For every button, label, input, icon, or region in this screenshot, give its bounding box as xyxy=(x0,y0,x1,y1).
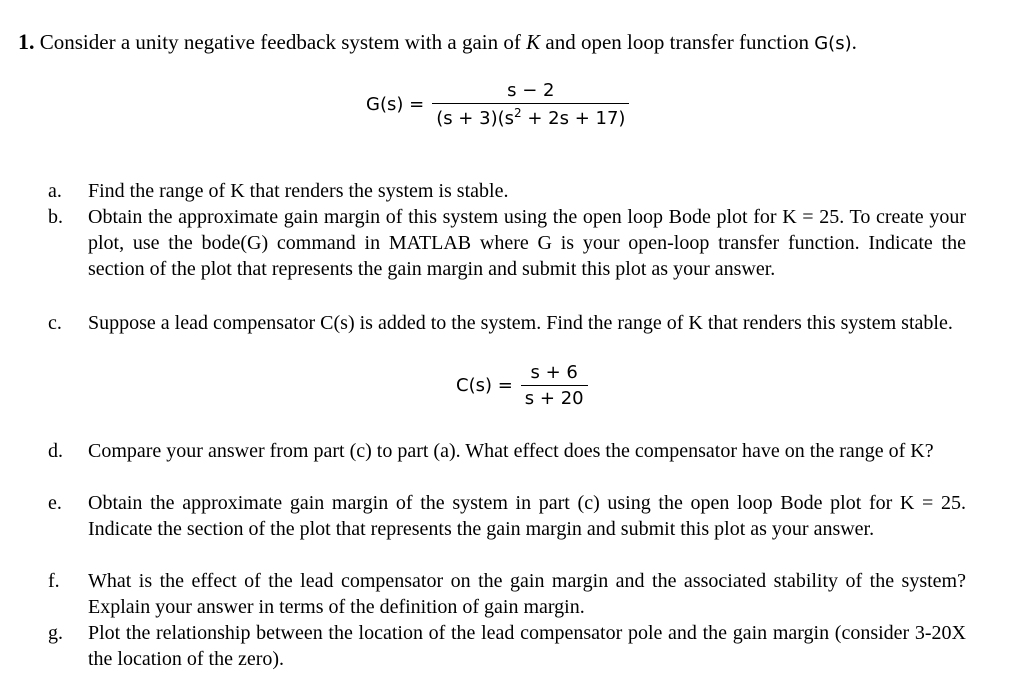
equation-G-den-part2: + 2s + 17) xyxy=(521,108,626,129)
statement-G-of-s: G(s) xyxy=(814,33,852,54)
question-b xyxy=(48,204,966,282)
question-text: What is the effect of the lead compensator on the gain margin and the associated stability of the system? Explain your answer in terms of the definition of gain margin. xyxy=(88,570,966,618)
equation-C-numerator: s + 6 xyxy=(530,362,578,383)
equation-G-den-part1: (s + 3)(s xyxy=(436,108,514,129)
question-text: Obtain the approximate gain margin of the system in part (c) using the open loop Bode plot for K = 25. Indicate the section of the plot that represents the gain margin and submit this plot as your answer. xyxy=(88,492,966,540)
equation-G-lhs: G(s) = xyxy=(366,94,425,115)
question-a xyxy=(48,178,966,204)
question-label: g. xyxy=(48,622,63,644)
equation-C-lhs: C(s) = xyxy=(456,375,513,396)
question-c xyxy=(48,310,966,336)
question-label: a. xyxy=(48,180,62,202)
statement-K: K xyxy=(526,30,541,54)
equation-C-denominator: s + 20 xyxy=(521,385,588,409)
question-e xyxy=(48,490,966,542)
question-text: Find the range of K that renders the system is stable. xyxy=(88,180,509,202)
statement-period: . xyxy=(851,30,857,54)
question-label: b. xyxy=(48,206,63,228)
question-label: e. xyxy=(48,492,62,514)
question-text: Compare your answer from part (c) to part (a). What effect does the compensator have on the range of K? xyxy=(88,440,934,462)
equation-G-fraction xyxy=(432,80,629,129)
transfer-function-equation xyxy=(366,80,629,129)
problem-statement xyxy=(18,28,857,58)
equation-G-numerator: s − 2 xyxy=(507,80,555,101)
problem-number: 1. xyxy=(18,29,35,54)
question-text: Plot the relationship between the location of the lead compensator pole and the gain margin (consider 3-20X the location of the zero). xyxy=(88,622,966,670)
statement-text-2: and open loop transfer function xyxy=(545,30,809,54)
question-g xyxy=(48,620,966,672)
question-f xyxy=(48,568,966,620)
question-text: Suppose a lead compensator C(s) is added to the system. Find the range of K that renders this system stable. xyxy=(88,312,953,334)
question-label: c. xyxy=(48,312,62,334)
equation-G-denominator xyxy=(432,103,629,129)
question-label: d. xyxy=(48,440,63,462)
question-text: Obtain the approximate gain margin of this system using the open loop Bode plot for K = 25. To create your plot, use the bode(G) command in MATLAB where G is your open-loop transfer function. Indicate the section of the plot that represents the gain margin and submit this plot as your answer. xyxy=(88,206,966,280)
statement-text-1: Consider a unity negative feedback system with a gain of xyxy=(39,30,521,54)
question-label: f. xyxy=(48,570,60,592)
equation-G-den-exponent: 2 xyxy=(514,106,522,120)
compensator-equation xyxy=(456,362,588,409)
equation-C-fraction xyxy=(521,362,588,409)
question-d xyxy=(48,438,966,464)
